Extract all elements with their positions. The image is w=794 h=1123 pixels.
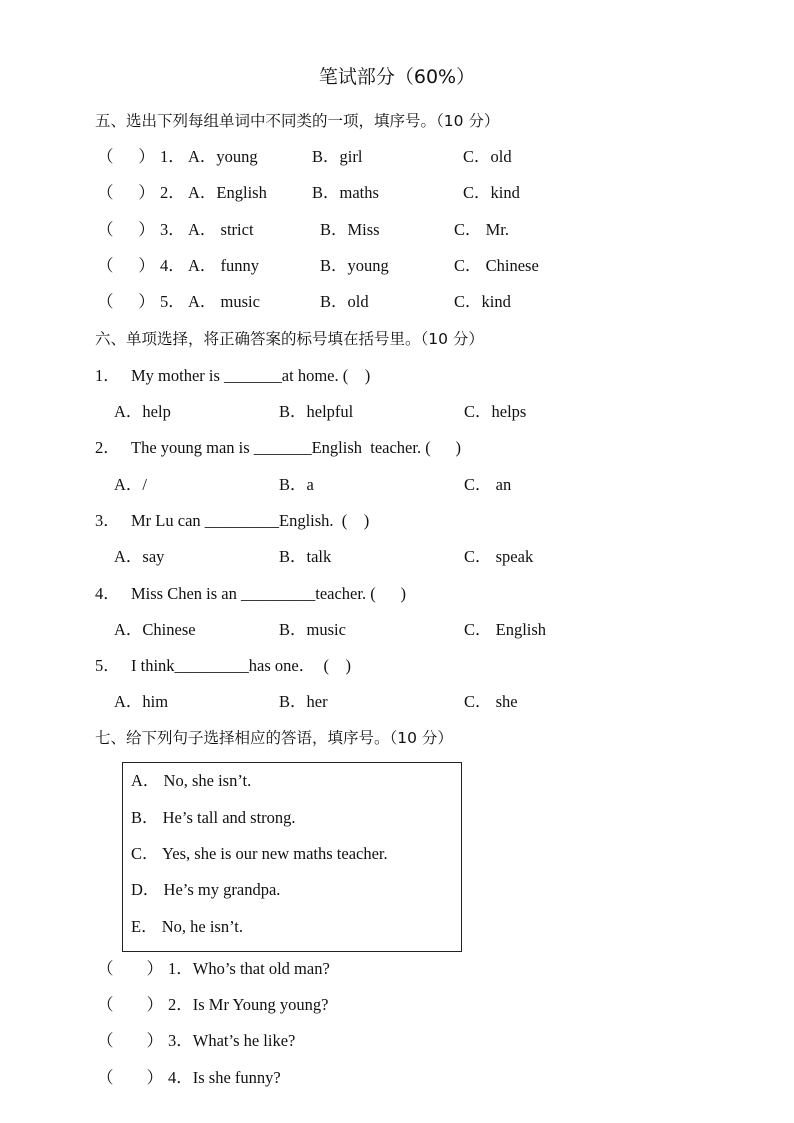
option-b: B．girl [312,147,363,166]
option-a: A． music [188,292,260,311]
option-c: C． speak [464,547,534,566]
answer-option: C． Yes, she is our new maths teacher. [131,844,388,863]
question-number: 4． [95,584,120,603]
option-b: B．old [320,292,369,311]
option-a: A．Chinese [114,620,196,639]
option-c: C． Mr. [454,220,510,239]
question-text: 4．Is she funny? [168,1068,281,1087]
answer-blank[interactable]: （ ） [97,1031,163,1050]
option-c: C．kind [454,292,511,311]
answer-blank[interactable]: （ ） [97,147,155,166]
option-c: C．old [463,147,512,166]
answer-blank[interactable]: （ ） [97,1068,163,1087]
option-b: B．Miss [320,220,380,239]
option-a: A．English [188,183,267,202]
answer-blank[interactable]: （ ） [97,292,155,311]
item-number: 1． [160,147,185,166]
option-c: C．kind [463,183,520,202]
option-c: C． she [464,692,518,711]
option-a: A．him [114,692,169,711]
answer-blank[interactable]: （ ） [97,256,155,275]
question-number: 2． [95,438,120,457]
answer-option: A． No, she isn’t. [131,771,252,790]
section-6-heading: 六、单项选择，将正确答案的标号填在括号里。（10 分） [95,330,484,348]
question-text: Mr Lu can _________English. ( ) [131,511,370,530]
option-a: A． strict [188,220,254,239]
item-number: 2． [160,183,185,202]
option-a: A．/ [114,475,147,494]
option-c: C．helps [464,402,527,421]
question-number: 3． [95,511,120,530]
item-number: 3． [160,220,185,239]
option-c: C． English [464,620,547,639]
item-number: 5． [160,292,185,311]
answer-option: B． He’s tall and strong. [131,808,296,827]
option-b: B．her [279,692,328,711]
option-b: B．a [279,475,314,494]
option-c: C． an [464,475,512,494]
section-5-heading: 五、选出下列每组单词中不同类的一项，填序号。（10 分） [95,112,500,130]
answer-option: E． No, he isn’t. [131,917,243,936]
question-text: 3．What’s he like? [168,1031,296,1050]
question-text: My mother is _______at home. ( ) [131,366,371,385]
option-b: B．talk [279,547,332,566]
option-a: A．help [114,402,171,421]
question-text: I think_________has one． ( ) [131,656,351,675]
option-a: A．say [114,547,165,566]
section-7-heading: 七、给下列句子选择相应的答语，填序号。（10 分） [95,729,453,747]
answer-blank[interactable]: （ ） [97,183,155,202]
option-b: B．helpful [279,402,354,421]
item-number: 4． [160,256,185,275]
answer-blank[interactable]: （ ） [97,995,163,1014]
option-b: B．music [279,620,346,639]
page-title: 笔试部分（60%） [318,66,476,88]
option-b: B．young [320,256,389,275]
option-b: B．maths [312,183,379,202]
question-text: Miss Chen is an _________teacher. ( ) [131,584,406,603]
question-text: 1．Who’s that old man? [168,959,330,978]
question-number: 5． [95,656,120,675]
option-c: C． Chinese [454,256,539,275]
answer-blank[interactable]: （ ） [97,959,163,978]
option-a: A． funny [188,256,260,275]
answer-option: D． He’s my grandpa. [131,880,281,899]
question-text: The young man is _______English teacher. ( ) [131,438,461,457]
question-number: 1． [95,366,120,385]
option-a: A．young [188,147,258,166]
answer-blank[interactable]: （ ） [97,220,155,239]
question-text: 2．Is Mr Young young? [168,995,329,1014]
